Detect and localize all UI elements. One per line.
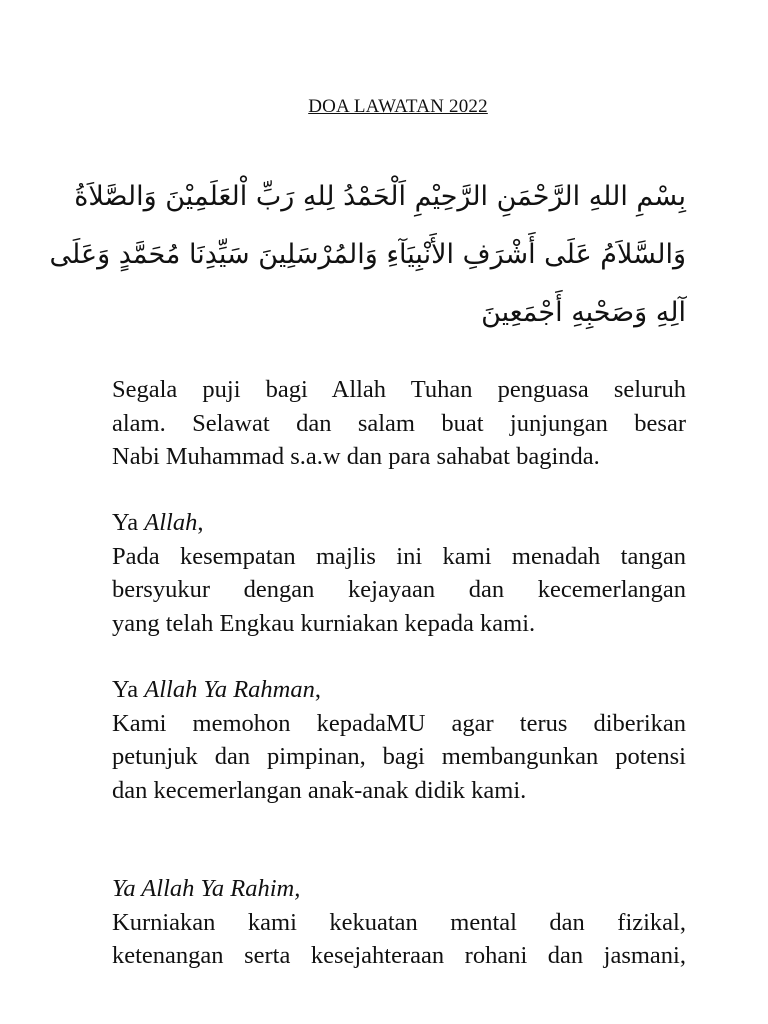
heading-suffix: , [197, 509, 204, 536]
opening-paragraph [112, 373, 686, 474]
arabic-line: بِسْمِ اللهِ الرَّحْمَنِ الرَّحِيْمِ اَلْحَمْدُ لِلهِ رَبِّ اْلعَلَمِيْنَ وَالصَّلاَةُ [74, 181, 686, 212]
paragraph-line: yang telah Engkau kurniakan kepada kami. [112, 609, 536, 637]
paragraph-line: alam. Selawat dan salam buat junjungan besar [112, 409, 686, 437]
paragraph-line: ketenangan serta kesejahteraan rohani dan jasmani, [112, 942, 686, 969]
paragraph-line: Nabi Muhammad s.a.w dan para sahabat baginda. [112, 443, 600, 470]
section-heading: Ya Allah Ya Rahim, [112, 875, 301, 902]
document-title: DOA LAWATAN 2022 [308, 96, 488, 117]
prayer-section-allah-ya-rahim [112, 872, 686, 973]
heading-prefix: Ya [112, 509, 145, 536]
heading-suffix: , [314, 676, 321, 703]
paragraph-line: Segala puji bagi Allah Tuhan penguasa seluruh [112, 376, 686, 403]
prayer-section-allah-ya-rahman [112, 673, 686, 807]
paragraph-line: Pada kesempatan majlis ini kami menadah tangan [112, 542, 686, 570]
paragraph-line: dan kecemerlangan anak-anak didik kami. [112, 776, 527, 804]
heading-name: Allah [144, 509, 198, 536]
paragraph-line: Kurniakan kami kekuatan mental dan fizikal, [112, 908, 686, 936]
paragraph-line: Kami memohon kepadaMU agar terus diberikan [112, 709, 686, 737]
section-heading [112, 506, 686, 540]
section-heading [112, 673, 686, 707]
arabic-line: آلِهِ وَصَحْبِهِ أَجْمَعِينَ [481, 297, 686, 328]
heading-prefix: Ya [112, 676, 145, 703]
paragraph-line: petunjuk dan pimpinan, bagi membangunkan potensi [112, 743, 686, 770]
arabic-line: وَالسَّلاَمُ عَلَى أَشْرَفِ الأَنْبِيَآءِ وَالمُرْسَلِينَ سَيِّدِنَا مُحَمَّدٍ وَعَلَى [49, 239, 686, 270]
prayer-section-allah [112, 506, 686, 640]
paragraph-line: bersyukur dengan kejayaan dan kecemerlangan [112, 576, 686, 603]
heading-name: Allah Ya Rahman [144, 676, 315, 703]
arabic-opening-prayer [49, 168, 686, 342]
